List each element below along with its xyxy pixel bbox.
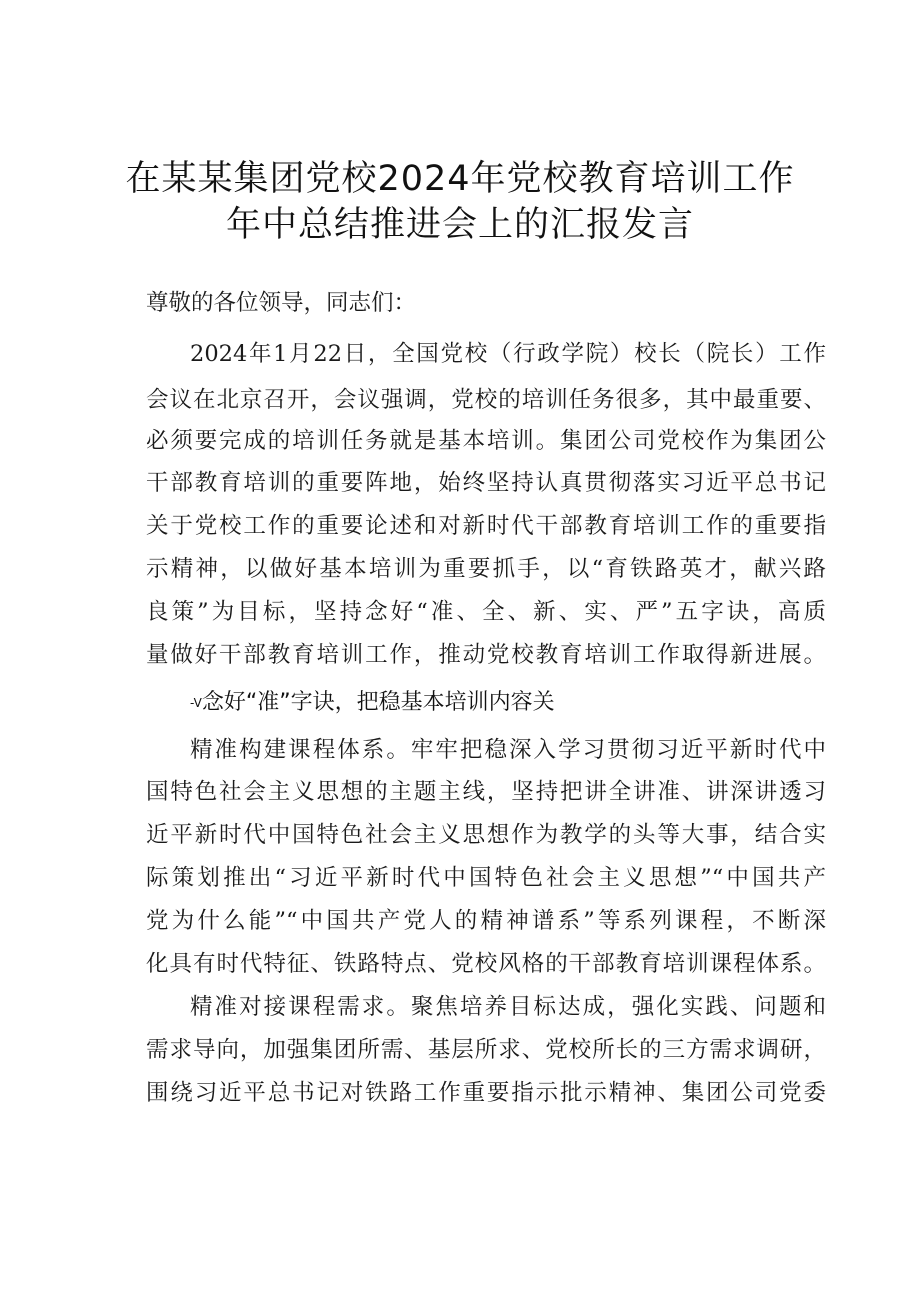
section-heading — [190, 686, 826, 720]
paragraph-1-line: 关于党校工作的重要论述和对新时代干部教育培训工作的重要指 — [146, 513, 826, 539]
paragraph-2-line: 国特色社会主义思想的主题主线，坚持把讲全讲准、讲深讲透习 — [146, 779, 826, 805]
paragraph-3-line: 需求导向，加强集团所需、基层所求、党校所长的三方需求调研， — [146, 1037, 826, 1063]
paragraph-2-line: 党为什么能”“中国共产党人的精神谱系”等系列课程，不断深 — [146, 908, 826, 934]
paragraph-1-line: 会议在北京召开，会议强调，党校的培训任务很多，其中最重要、 — [146, 387, 826, 413]
paragraph-1-line: 量做好干部教育培训工作，推动党校教育培训工作取得新进展。 — [146, 642, 826, 668]
document-title-line-1: 在某某集团党校2024年党校教育培训工作 — [125, 159, 795, 199]
paragraph-2-line: 际策划推出“习近平新时代中国特色社会主义思想”“中国共产 — [146, 865, 826, 891]
salutation: 尊敬的各位领导，同志们： — [146, 290, 417, 316]
paragraph-1-line: 示精神，以做好基本培训为重要抓手，以“育铁路英才，献兴路 — [146, 556, 826, 582]
paragraph-2-line: 化具有时代特征、铁路特点、党校风格的干部教育培训课程体系。 — [146, 951, 826, 977]
paragraph-3-line: 精准对接课程需求。聚焦培养目标达成，强化实践、问题和 — [190, 994, 826, 1020]
document-title-line-2: 年中总结推进会上的汇报发言 — [225, 205, 694, 245]
paragraph-1-line: 必须要完成的培训任务就是基本培训。集团公司党校作为集团公 — [146, 428, 826, 454]
paragraph-2-line: 近平新时代中国特色社会主义思想作为教学的头等大事，结合实 — [146, 822, 826, 848]
paragraph-2-line: 精准构建课程体系。牢牢把稳深入学习贯彻习近平新时代中 — [190, 737, 826, 763]
paragraph-1-line: 良策”为目标，坚持念好“准、全、新、实、严”五字诀，高质 — [146, 599, 826, 625]
paragraph-1-line: 2024年1月22日，全国党校（行政学院）校长（院长）工作 — [190, 341, 826, 367]
heading-text: 念好“准”字诀，把稳基本培训内容关 — [201, 690, 555, 715]
paragraph-1-line: 干部教育培训的重要阵地，始终坚持认真贯彻落实习近平总书记 — [146, 470, 826, 496]
paragraph-3-line: 围绕习近平总书记对铁路工作重要指示批示精神、集团公司党委 — [146, 1080, 826, 1106]
heading-number-mark: -V — [190, 696, 202, 710]
